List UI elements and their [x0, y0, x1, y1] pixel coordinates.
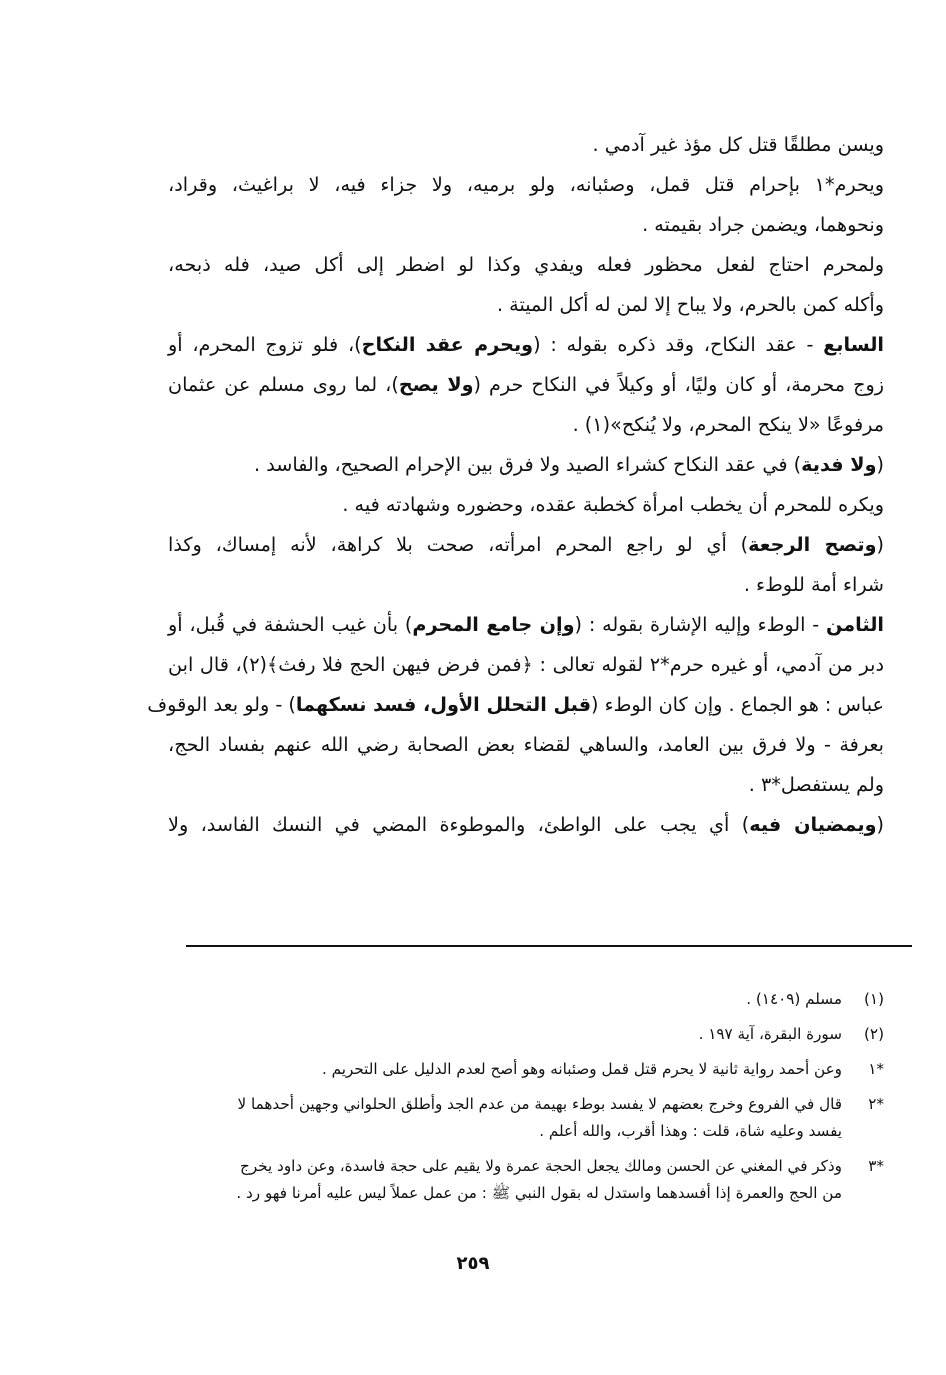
section-heading: الثامن — [826, 613, 884, 636]
footnote-text: يفسد وعليه شاة، قلت : وهذا أقرب، والله أعلم . — [539, 1122, 842, 1140]
text-line: دبر من آدمي، أو غيره حرم*٢ لقوله تعالى : ﴿فمن فرض فيهن الحج فلا رفث﴾(٢)، قال ابن — [168, 653, 885, 676]
text-run: ( — [876, 453, 884, 476]
main-text — [147, 125, 885, 845]
matn-quote: قبل التحلل الأول، فسد نسكهما — [295, 693, 592, 716]
footnote — [168, 1021, 884, 1048]
text-line — [168, 605, 884, 645]
text-run: ) أي لو راجع المحرم امرأته، صحت بلا كراهة، لأنه إمساك، وكذا — [168, 533, 749, 556]
footnote — [168, 1091, 884, 1145]
matn-quote: وإن جامع المحرم — [412, 613, 575, 636]
text-run: ) أي يجب على الواطئ، والموطوءة المضي في النسك الفاسد، ولا — [168, 813, 750, 836]
text-line: ويكره للمحرم أن يخطب امرأة كخطبة عقده، وحضوره وشهادته فيه . — [342, 493, 884, 516]
footnote-text: قال في الفروع وخرج بعضهم لا يفسد بوطء بهيمة من عدم الجد وأطلق الحلواني وجهين أحدهما لا — [237, 1095, 842, 1113]
text-line — [147, 685, 884, 725]
footnote-number: *٣ — [868, 1157, 884, 1175]
text-line: ويحرم*١ بإحرام قتل قمل، وصئبانه، ولو برميه، ولا جزاء فيه، لا براغيث، وقراد، — [168, 173, 884, 196]
footnote-number: *٢ — [868, 1095, 884, 1113]
footnote-number: (١) — [863, 990, 884, 1008]
matn-quote: ولا يصح — [398, 373, 474, 396]
footnote-number: (٢) — [863, 1025, 884, 1043]
text-line — [168, 365, 884, 405]
text-line — [168, 805, 884, 845]
text-line: ويسن مطلقًا قتل كل مؤذ غير آدمي . — [592, 133, 884, 156]
matn-quote: ويمضيان فيه — [749, 813, 877, 836]
footnote-text: وعن أحمد رواية ثانية لا يحرم قتل قمل وصئبانه وهو أصح لعدم الدليل على التحريم . — [321, 1060, 842, 1078]
footnote-text: وذكر في المغني عن الحسن ومالك يجعل الحجة عمرة ولا يقيم على حجة فاسدة، وعن داود يخرج — [240, 1157, 842, 1175]
footnote — [168, 986, 884, 1013]
text-line: ولمحرم احتاج لفعل محظور فعله ويفدي وكذا لو اضطر إلى أكل صيد، فله ذبحه، — [168, 253, 884, 276]
text-line: ولم يستفصل*٣ . — [748, 773, 884, 796]
text-line: مرفوعًا «لا ينكح المحرم، ولا يُنكح»(١) . — [572, 413, 884, 436]
footnote-number: *١ — [868, 1060, 884, 1078]
footnote — [168, 1153, 884, 1207]
text-line: ونحوهما، ويضمن جراد بقيمته . — [642, 213, 884, 236]
text-run: زوج محرمة، أو كان وليًا، أو وكيلاً في النكاح حرم ( — [473, 373, 884, 396]
text-line — [168, 325, 884, 365]
page-number: ٢٥٩ — [456, 1253, 490, 1274]
text-line: بعرفة - ولا فرق بين العامد، والساهي لقضاء بعض الصحابة رضي الله عنهم بفساد الحج، — [168, 733, 884, 756]
text-run: ) بأن غيب الحشفة في قُبل، أو — [168, 613, 413, 636]
matn-quote: ويحرم عقد النكاح — [361, 333, 534, 356]
text-line: شراء أمة للوطء . — [743, 573, 884, 596]
section-heading: السابع — [823, 333, 884, 356]
text-run: - عقد النكاح، وقد ذكره بقوله : ( — [533, 333, 824, 356]
text-line: وأكله كمن بالحرم، ولا يباح إلا لمن له أكل الميتة . — [496, 293, 884, 316]
footnotes — [168, 986, 884, 1215]
footnote — [168, 1056, 884, 1083]
text-run: )، فلو تزوج المحرم، أو — [168, 333, 362, 356]
footnote-separator — [186, 945, 912, 947]
text-run: - الوطء وإليه الإشارة بقوله : ( — [574, 613, 827, 636]
matn-quote: وتصح الرجعة — [748, 533, 877, 556]
text-run: عباس : هو الجماع . وإن كان الوطء ( — [591, 693, 884, 716]
text-run: ( — [876, 813, 884, 836]
text-run: ( — [876, 533, 884, 556]
text-line — [168, 525, 884, 565]
footnote-text: سورة البقرة، آية ١٩٧ . — [698, 1025, 842, 1043]
text-line — [168, 445, 884, 485]
text-run: ) - ولو بعد الوقوف — [147, 693, 296, 716]
text-run: )، لما روى مسلم عن عثمان — [168, 373, 399, 396]
footnote-text: مسلم (١٤٠٩) . — [746, 990, 842, 1008]
text-run: ) في عقد النكاح كشراء الصيد ولا فرق بين الإحرام الصحيح، والفاسد . — [254, 453, 802, 476]
matn-quote: ولا فدية — [801, 453, 877, 476]
footnote-text: من الحج والعمرة إذا أفسدهما واستدل له بقول النبي ﷺ : من عمل عملاً ليس عليه أمرنا فهو رد . — [236, 1184, 842, 1202]
